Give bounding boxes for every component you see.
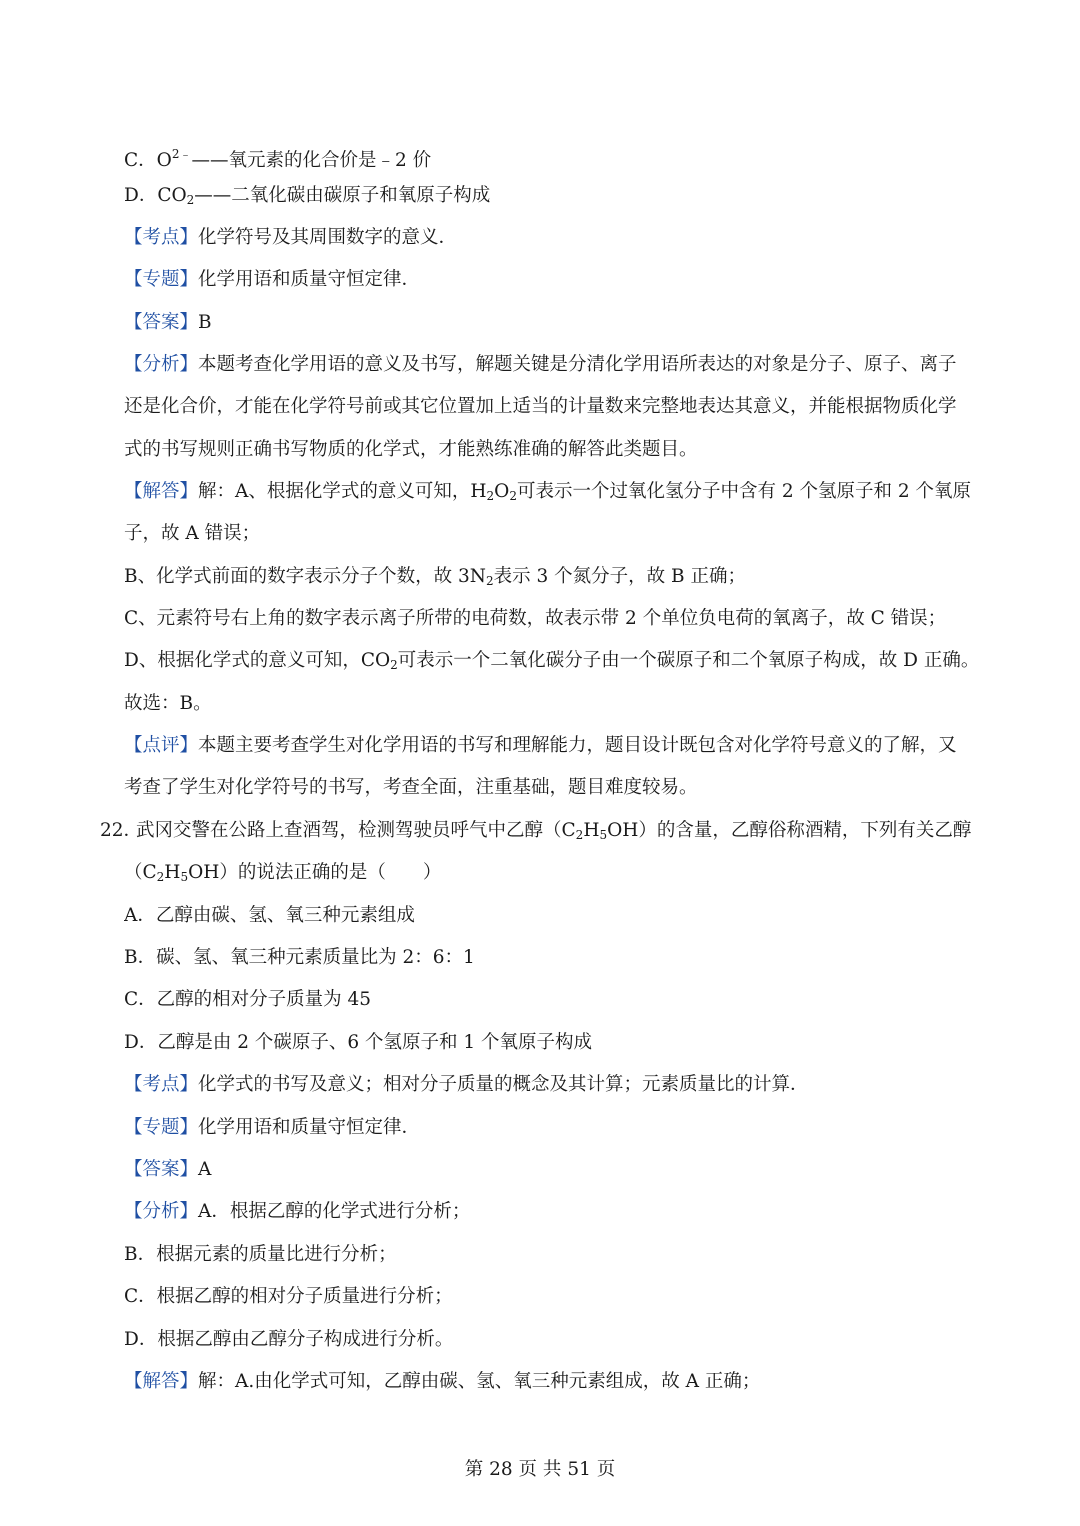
solution-line-1: [124, 480, 994, 508]
subscript: 2: [186, 193, 195, 207]
subscript: 2: [485, 574, 494, 588]
subscript: 2: [156, 870, 165, 884]
option-a: A．乙醇由碳、氢、氧三种元素组成: [124, 905, 415, 926]
solution-line-2: 子，故 A 错误；: [124, 523, 261, 544]
answer-section: [124, 1158, 994, 1182]
analysis-line-3: C．根据乙醇的相对分子质量进行分析；: [124, 1286, 453, 1307]
option-text: ——氧元素的化合价是﹣2 价: [191, 150, 432, 171]
answer-value: B: [198, 312, 212, 333]
section-tag: 【点评】: [124, 735, 199, 756]
section-text: 可表示一个二氧化碳分子由一个碳原子和二个氧原子构成，故 D 正确。: [397, 650, 980, 671]
subscript: 2: [390, 658, 398, 672]
option-d-prev: [124, 184, 994, 212]
section-text: 化学用语和质量守恒定律．: [198, 269, 421, 290]
subscript: 2: [509, 489, 517, 503]
comment-line-2: 考查了学生对化学符号的书写，考查全面，注重基础，题目难度较易。: [124, 777, 698, 798]
section-tag: 【答案】: [124, 1159, 199, 1180]
subscript: 5: [180, 870, 189, 884]
answer-section: [124, 311, 994, 335]
section-text: O: [494, 481, 510, 502]
section-text: 化学用语和质量守恒定律．: [198, 1117, 421, 1138]
option-d: D．乙醇是由 2 个碳原子、6 个氢原子和 1 个氧原子构成: [124, 1032, 593, 1053]
section-text: 化学符号及其周围数字的意义．: [198, 227, 458, 248]
analysis-line-3: 式的书写规则正确书写物质的化学式，才能熟练准确的解答此类题目。: [124, 439, 698, 460]
section-text: 本题主要考查学生对化学用语的书写和理解能力，题目设计既包含对化学符号意义的了解，又: [198, 735, 957, 756]
solution-line-5: [124, 649, 994, 677]
comment-line-1: [124, 734, 994, 758]
question-number: 22．: [100, 820, 143, 841]
analysis-line-2: B．根据元素的质量比进行分析；: [124, 1244, 397, 1265]
section-tag: 【分析】: [124, 354, 199, 375]
option-text: C．O: [124, 150, 172, 171]
analysis-line-2: 还是化合价，才能在化学符号前或其它位置加上适当的计量数来完整地表达其意义，并能根据物质化学: [124, 396, 957, 417]
section-tag: 【专题】: [124, 269, 199, 290]
option-b: B．碳、氢、氧三种元素质量比为 2：6：1: [124, 947, 475, 968]
section-tag: 【分析】: [124, 1201, 199, 1222]
stem-text: OH）的含量，乙醇俗称酒精，下列有关乙醇: [607, 820, 972, 841]
section-tag: 【解答】: [124, 1371, 199, 1392]
section-tag: 【考点】: [124, 227, 199, 248]
option-text: D．CO: [124, 185, 187, 206]
section-text: 化学式的书写及意义；相对分子质量的概念及其计算；元素质量比的计算．: [198, 1074, 809, 1095]
section-text: A．根据乙醇的化学式进行分析；: [198, 1201, 471, 1222]
section-text: 表示 3 个氮分子，故 B 正确；: [493, 566, 746, 587]
answer-value: A: [198, 1159, 212, 1180]
section-text: 本题考查化学用语的意义及书写，解题关键是分清化学用语所表达的对象是分子、原子、离子: [198, 354, 957, 375]
section-text: 解：A、根据化学式的意义可知，H: [198, 481, 487, 502]
solution-line-6: 故选：B。: [124, 693, 212, 714]
option-c: C．乙醇的相对分子质量为 45: [124, 989, 372, 1010]
section-tag: 【专题】: [124, 1117, 199, 1138]
solution-line-1: [124, 1370, 994, 1394]
section-tag: 【解答】: [124, 481, 199, 502]
section-tag: 【考点】: [124, 1074, 199, 1095]
question-stem-line-2: [124, 861, 994, 889]
question-stem-line-1: [136, 819, 996, 847]
stem-text: 武冈交警在公路上查酒驾，检测驾驶员呼气中乙醇（C: [136, 820, 576, 841]
stem-text: H: [583, 820, 600, 841]
solution-line-3: [124, 565, 994, 593]
stem-text: H: [164, 862, 181, 883]
analysis-line-1: [124, 1200, 994, 1224]
subscript: 2: [486, 489, 495, 503]
stem-text: OH）的说法正确的是（ ）: [188, 862, 442, 883]
option-c-prev: [124, 142, 994, 173]
zhuanti-section: [124, 1116, 994, 1140]
subscript: 2: [575, 828, 584, 842]
analysis-line-4: D．根据乙醇由乙醇分子构成进行分析。: [124, 1329, 454, 1350]
solution-line-4: C、元素符号右上角的数字表示离子所带的电荷数，故表示带 2 个单位负电荷的氧离子，故 C 错误；: [124, 608, 947, 629]
subscript: 5: [599, 828, 608, 842]
kaodian-section: [124, 1073, 994, 1097]
zhuanti-section: [124, 268, 994, 292]
section-text: 可表示一个过氧化氢分子中含有 2 个氢原子和 2 个氧原: [516, 481, 972, 502]
section-text: B、化学式前面的数字表示分子个数，故 3N: [124, 566, 486, 587]
stem-text: （C: [124, 862, 157, 883]
kaodian-section: [124, 226, 994, 250]
section-tag: 【答案】: [124, 312, 199, 333]
analysis-line-1: [124, 353, 994, 377]
page-footer: 第 28 页 共 51 页: [464, 1459, 616, 1480]
section-text: D、根据化学式的意义可知，CO: [124, 650, 391, 671]
section-text: 解：A.由化学式可知，乙醇由碳、氢、氧三种元素组成，故 A 正确；: [198, 1371, 761, 1392]
superscript: 2﹣: [171, 147, 192, 161]
option-text: ——二氧化碳由碳原子和氧原子构成: [194, 185, 491, 206]
